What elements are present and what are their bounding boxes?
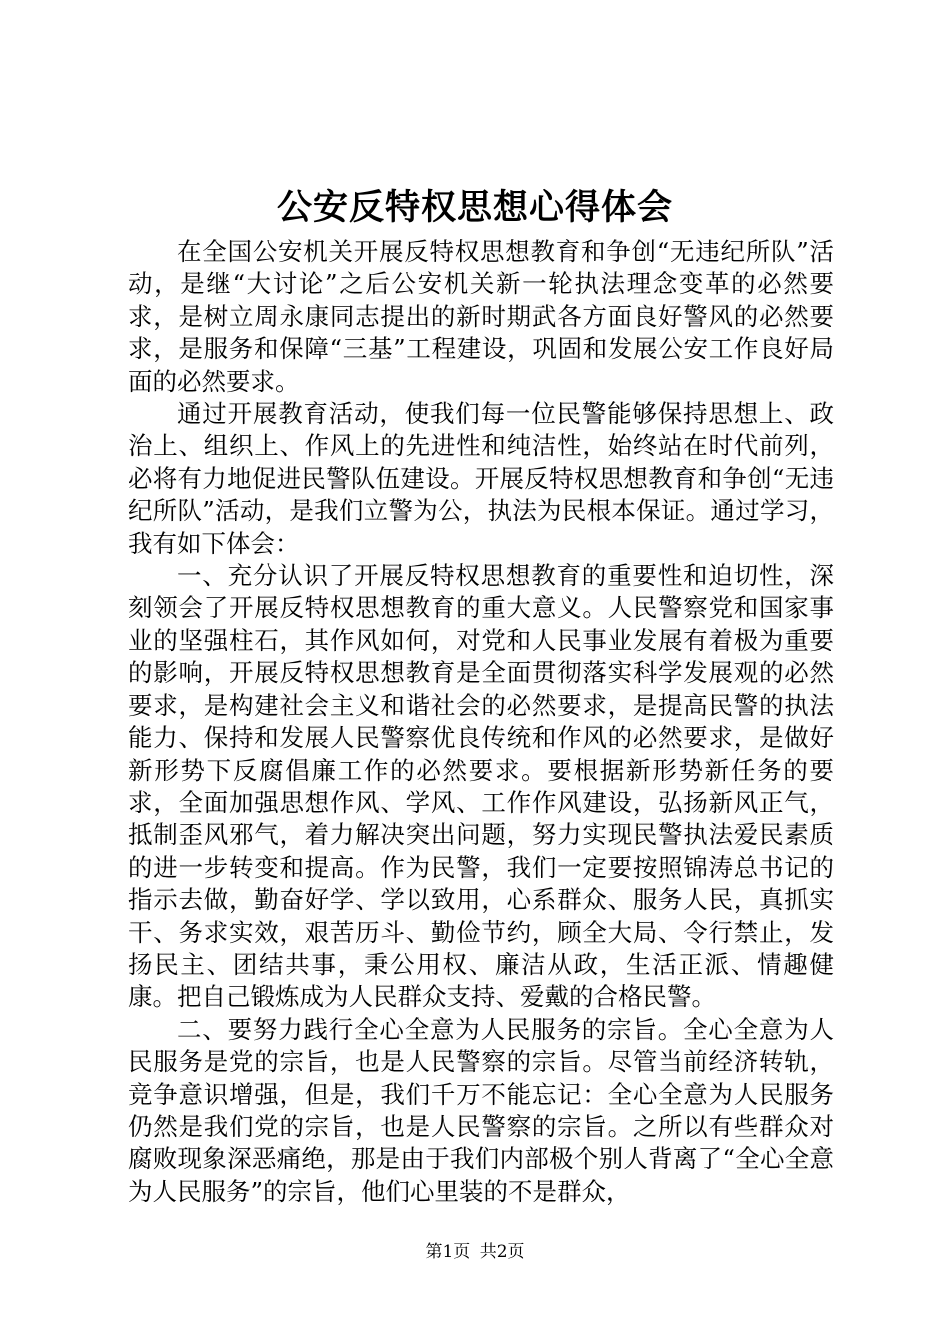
document-body — [128, 236, 834, 1208]
total-pages: 共2页 — [479, 1242, 525, 1262]
paragraph-3: 一、充分认识了开展反特权思想教育的重要性和迫切性，深刻领会了开展反特权思想教育的重大意义。人民警察党和国家事业的坚强柱石，其作风如何，对党和人民事业发展有着极为重要的影响，开展反特权思想教育是全面贯彻落实科学发展观的必然要求，是构建社会主义和谐社会的必然要求，是提高民警的执法能力、保持和发展人民警察优良传统和作风的必然要求，是做好新形势下反腐倡廉工作的必然要求。要根据新形势新任务的要求，全面加强思想作风、学风、工作作风建设，弘扬新风正气，抵制歪风邪气，着力解决突出问题，努力实现民警执法爱民素质的进一步转变和提高。作为民警，我们一定要按照锦涛总书记的指示去做，勤奋好学、学以致用，心系群众、服务人民，真抓实干、务求实效，艰苦历斗、勤俭节约，顾全大局、令行禁止，发扬民主、团结共事，秉公用权、廉洁从政，生活正派、情趣健康。把自己锻炼成为人民群众支持、爱戴的合格民警。 — [128, 561, 834, 1012]
paragraph-4: 二、要努力践行全心全意为人民服务的宗旨。全心全意为人民服务是党的宗旨，也是人民警察的宗旨。尽管当前经济转轨，竞争意识增强，但是，我们千万不能忘记：全心全意为人民服务仍然是我们党的宗旨，也是人民警察的宗旨。之所以有些群众对腐败现象深恶痛绝，那是由于我们内部极个别人背离了“全心全意为人民服务”的宗旨，他们心里装的不是群众， — [128, 1014, 834, 1206]
paragraph-2: 通过开展教育活动，使我们每一位民警能够保持思想上、政治上、组织上、作风上的先进性和纯洁性，始终站在时代前列，必将有力地促进民警队伍建设。开展反特权思想教育和争创“无违纪所队”活动，是我们立警为公，执法为民根本保证。通过学习，我有如下体会： — [128, 399, 834, 558]
page-number: 第1页 — [425, 1242, 471, 1262]
paragraph-1: 在全国公安机关开展反特权思想教育和争创“无违纪所队”活动，是继“大讨论”之后公安机关新一轮执法理念变革的必然要求，是树立周永康同志提出的新时期武各方面良好警风的必然要求，是服务和保障“三基”工程建设，巩固和发展公安工作良好局面的必然要求。 — [128, 237, 834, 396]
page-footer — [0, 1241, 950, 1263]
document-title: 公安反特权思想心得体会 — [276, 187, 673, 228]
